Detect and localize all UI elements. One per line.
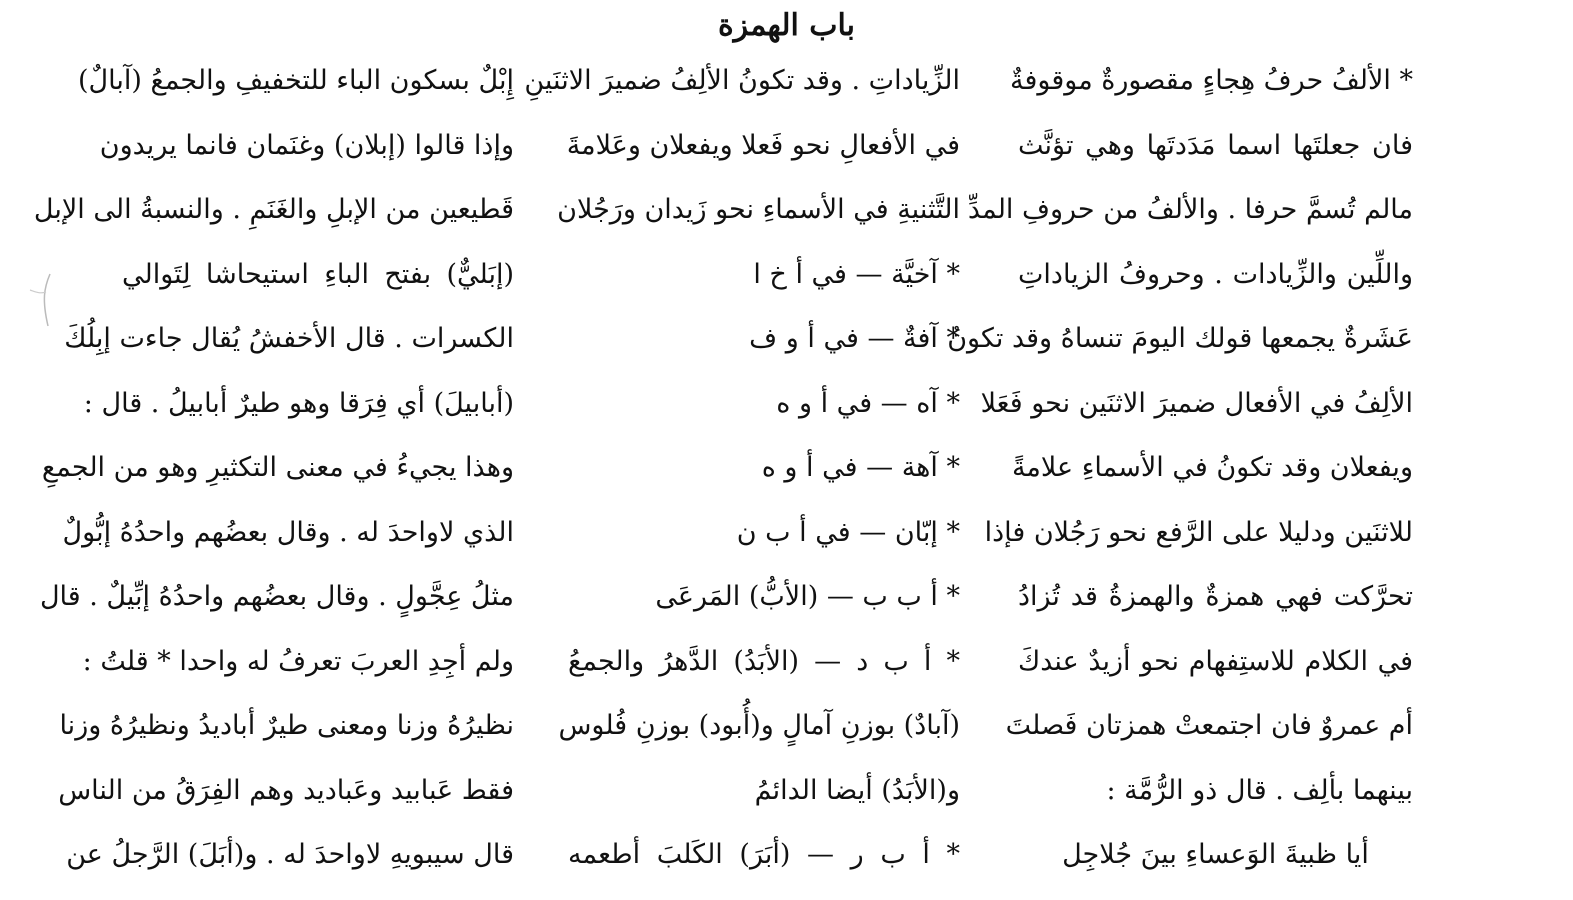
text-line: و(الأبَدُ) أيضا الدائمُ <box>754 774 960 806</box>
dictionary-entry: * آفةٌ — في أ و ف <box>749 323 960 354</box>
dictionary-entry: * آه — في أ و ه <box>776 387 960 419</box>
text-line: * الألفُ حرفُ هِجاءٍ مقصورةٌ موقوفةٌ <box>1010 65 1413 96</box>
text-line: قال سيبويهِ لاواحدَ له . و(أبَلَ) الرَّجلُ عن <box>66 839 514 870</box>
text-line: عَشَرةٌ يجمعها قولك اليومَ تنساهُ وقد تكونُ <box>947 323 1413 354</box>
text-line: الذي لاواحدَ له . وقال بعضُهم واحدُهُ إبُّولٌ <box>62 516 514 548</box>
text-line: مالم تُسمَّ حرفا . والألفُ من حروفِ المدِّ <box>967 194 1413 225</box>
verse-line: أيا ظبيةَ الوَعساءِ بينَ جُلاجِل <box>1062 839 1369 870</box>
dictionary-entry: * أ ب ب — (الأبُّ) المَرعَى <box>655 581 960 612</box>
text-line: فان جعلتَها اسما مَدَدتَها وهي تؤنَّث <box>1018 129 1413 161</box>
text-line: التَّثنيةِ في الأسماءِ نحو زَيدان ورَجُلان <box>557 194 960 225</box>
text-line: في الأفعالِ نحو فَعلا ويفعلان وعَلامةَ <box>566 129 960 161</box>
dictionary-entry: * آهة — في أ و ه <box>761 452 960 483</box>
text-line: الزِّياداتِ . وقد تكونُ الألِفُ ضميرَ الاثنَينِ <box>524 65 960 96</box>
text-line: تحرَّكت فهي همزةٌ والهمزةُ قد تُزادُ <box>1018 581 1413 612</box>
text-line: الكسرات . قال الأخفشُ يُقال جاءت إبِلُكَ <box>64 323 514 354</box>
text-line: مثلُ عِجَّولٍ . وقال بعضُهم واحدُهُ إبِّيلٌ . قال <box>39 581 514 612</box>
text-line: في الكلام للاستِفهام نحو أزيدٌ عندكَ <box>1018 645 1413 677</box>
text-line: أم عمروٌ فان اجتمعتْ همزتان فَصلتَ <box>1005 710 1413 741</box>
text-line: للاثنَين ودليلا على الرَّفع نحو رَجُلان فإذا <box>984 516 1413 548</box>
text-column-right <box>947 52 1413 891</box>
dictionary-entry: * أ ب ر — (أبَرَ) الكَلبَ أطعمه <box>568 839 960 870</box>
text-line: بينهما بألِف . قال ذو الرُّمَّة : <box>1106 774 1413 806</box>
margin-pencil-mark <box>22 270 62 330</box>
text-line: ويفعلان وقد تكونُ في الأسماءِ علامةً <box>1011 452 1413 483</box>
text-line: قَطيعين من الإبلِ والغَنَمِ . والنسبةُ الى الإبل <box>33 194 514 225</box>
dictionary-entry: * أ ب د — (الأبَدُ) الدَّهرُ والجمعُ <box>568 645 960 677</box>
text-line: (آبادٌ) بوزنِ آمالٍ و(أُبود) بوزنِ فُلوس <box>558 710 960 741</box>
text-line: نظيرُهُ وزنا ومعنى طيرٌ أباديدُ ونظيرُهُ وزنا <box>59 710 514 741</box>
text-line: وهذا يجيءُ في معنى التكثيرِ وهو من الجمعِ <box>41 452 514 483</box>
text-line: (أبابيلَ) أي فِرَقا وهو طيرٌ أبابيلُ . قال : <box>83 387 514 419</box>
dictionary-entry: * إبّان — في أ ب ن <box>736 516 960 548</box>
dictionary-entry: * آخيَّة — في أ خ ا <box>753 258 960 290</box>
text-line: (إبَليٌّ) بفتح الباءِ استيحاشا لِتَوالي <box>122 258 514 290</box>
page-title: باب الهمزة <box>717 8 856 43</box>
text-line: وإذا قالوا (إبلان) وغنَمان فانما يريدون <box>99 129 514 161</box>
text-line: واللِّين والزِّيادات . وحروفُ الزياداتِ <box>1018 258 1413 290</box>
text-line: ولم أجِدِ العربَ تعرفُ له واحدا * قلتُ : <box>82 645 514 677</box>
text-line: الألِفُ في الأفعال ضميرَ الاثنَين نحو فَعَلا <box>980 387 1413 419</box>
text-column-middle <box>524 52 960 891</box>
text-line: إِبْلٌ بسكون الباء للتخفيفِ والجمعُ (آبالٌ) <box>77 65 514 96</box>
text-line: فقط عَبابيد وعَباديد وهم الفِرَقُ من الناس <box>58 774 514 806</box>
text-column-left <box>33 52 514 891</box>
